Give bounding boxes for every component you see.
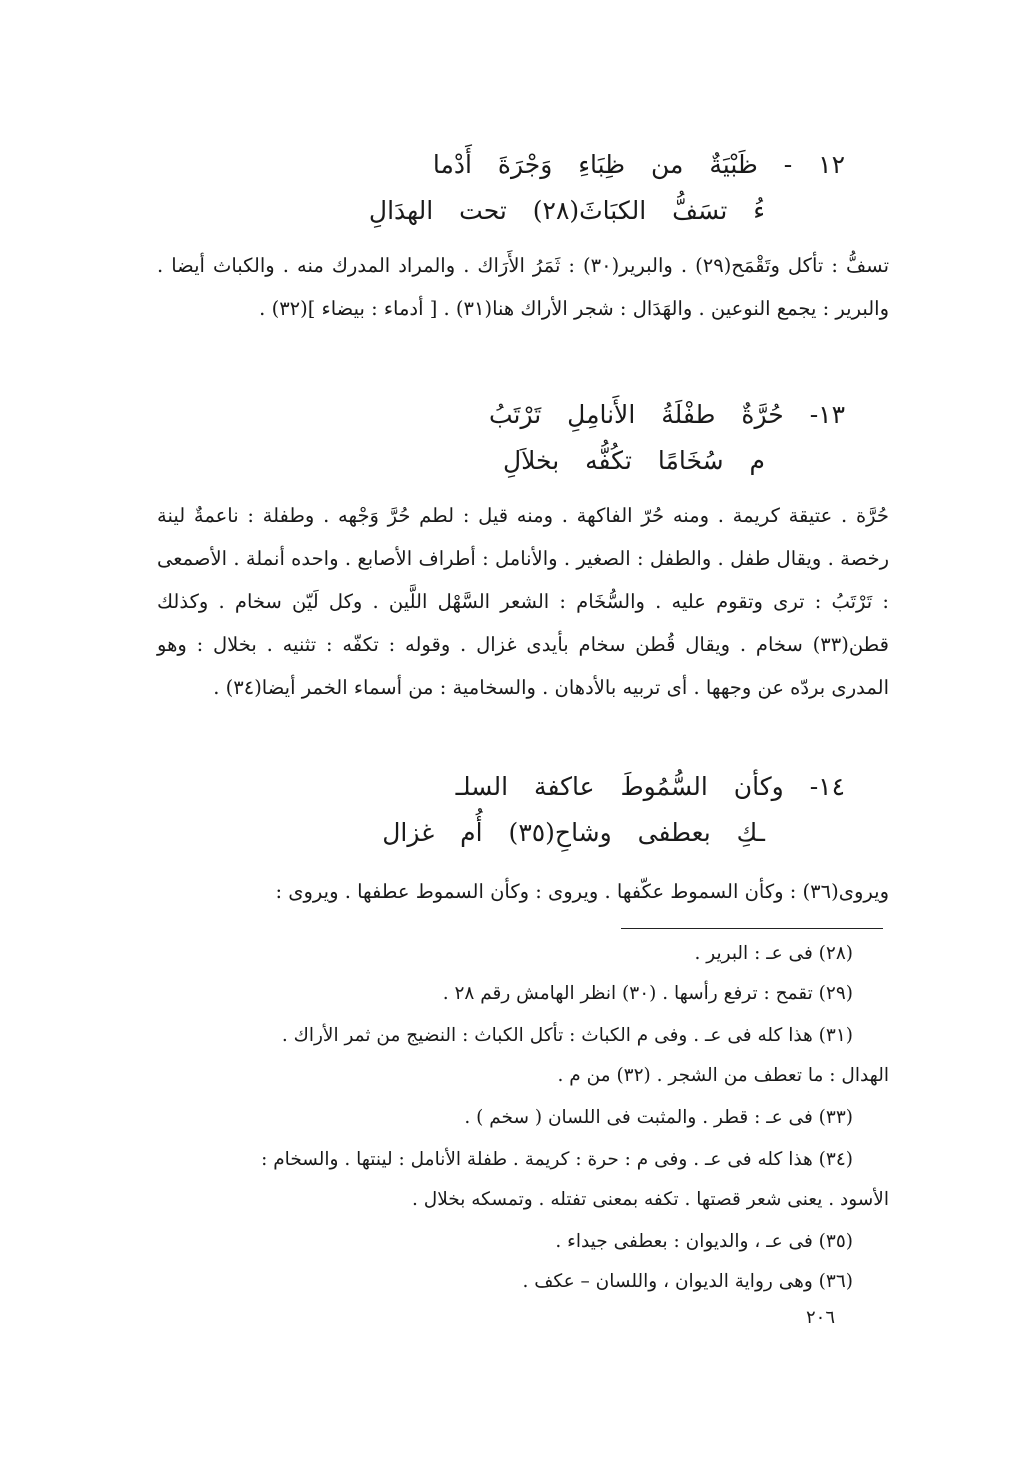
verse-12-hemistich-2: ءُ تسَفُّ الكبَاثَ(٢٨) تحت الهدَالِ [368,196,765,225]
verse-14-hemistich-1: وكأن السُّمُوطَ عاكفة السلـ [455,772,784,801]
footnote-separator [621,928,883,929]
footnote-33: (٣٣) فى عـ : قطر . والمثبت فى اللسان ( سخم ) . [464,1107,853,1128]
footnote-35: (٣٥) فى عـ ، والديوان : بعطفى جيداء . [555,1231,853,1252]
verse-14-hemistich-2: ـكِ بعطفى وشاحِ(٣٥) أُم غزال [382,818,765,847]
commentary-12: تسفُّ : تأكل وتَقْمَح(٢٩) . والبرير(٣٠) : ثَمَرُ الأَرَاك . والمراد المدرك منه . والكباث أيضا . والبرير : يجمع النوعين . والهَدَال : شجر الأراك هنا(٣١) . [ أدماء : بيضاء ](٣٢) . [157,254,889,320]
verse-14-line-1 [456,772,845,802]
verse-12-line-1 [433,150,845,180]
footnote-34: (٣٤) هذا كله فى عـ . وفى م : حرة : كريمة . طفلة الأنامل : لينتها . والسخام : [261,1149,853,1170]
verse-12-number: ١٢ - [783,150,845,179]
verse-13-line-1 [489,400,845,430]
footnote-31-cont-32: الهدال : ما تعطف من الشجر . (٣٢) من م . [557,1065,889,1086]
commentary-14: ويروى(٣٦) : وكأن السموط عكّفها . ويروى : وكأن السموط عطفها . ويروى : [275,880,889,903]
footnote-31: (٣١) هذا كله فى عـ . وفى م الكباث : تأكل الكباث : النضيج من ثمر الأراك . [281,1025,853,1046]
footnote-36: (٣٦) وهى رواية الديوان ، واللسان – عكف . [522,1271,853,1292]
verse-13-hemistich-1: حُرَّةٌ طفْلَةُ الأَنامِلِ تَرْتَبُ [488,400,784,429]
page-number: ٢٠٦ [805,1307,835,1328]
verse-12-hemistich-1: ظَبْيَةٌ من ظِبَاءِ وَجْرَةَ أَدْما [432,150,758,179]
verse-14-number: ١٤- [809,772,845,801]
verse-13-number: ١٣- [809,400,845,429]
footnote-29-30: (٢٩) تقمح : ترفع رأسها . (٣٠) انظر الهامش رقم ٢٨ . [442,983,853,1004]
verse-13-hemistich-2: م سُخَامًا تكُفُّه بخلاَلِ [502,446,765,475]
commentary-13: حُرَّة . عتيقة كريمة . ومنه حُرّ الفاكهة . ومنه قيل : لطم حُرَّ وَجْهه . وطفلة : ناعمةٌ لينة رخصة . ويقال طفل . والطفل : الصغير . والأنامل : أطراف الأصابع . واحده أنملة . الأصمعى : تَرْتَبُ : ترى وتقوم عليه . والسُّخَام : الشعر السَّهْل اللَّين . وكل لَيّن سخام . وكذلك قطن(٣٣) سخام . ويقال قُطن سخام بأيدى غزال . وقوله : تكفّه : تثنيه . بخلال : وهو المدرى بردّه عن وجهها . أى تربيه بالأدهان . والسخامية : من أسماء الخمر أيضا(٣٤) . [157,504,889,699]
footnote-28: (٢٨) فى عـ : البرير . [694,943,853,964]
footnote-34-cont: الأسود . يعنى شعر قصتها . تكفه بمعنى تفتله . وتمسكه بخلال . [412,1189,889,1210]
